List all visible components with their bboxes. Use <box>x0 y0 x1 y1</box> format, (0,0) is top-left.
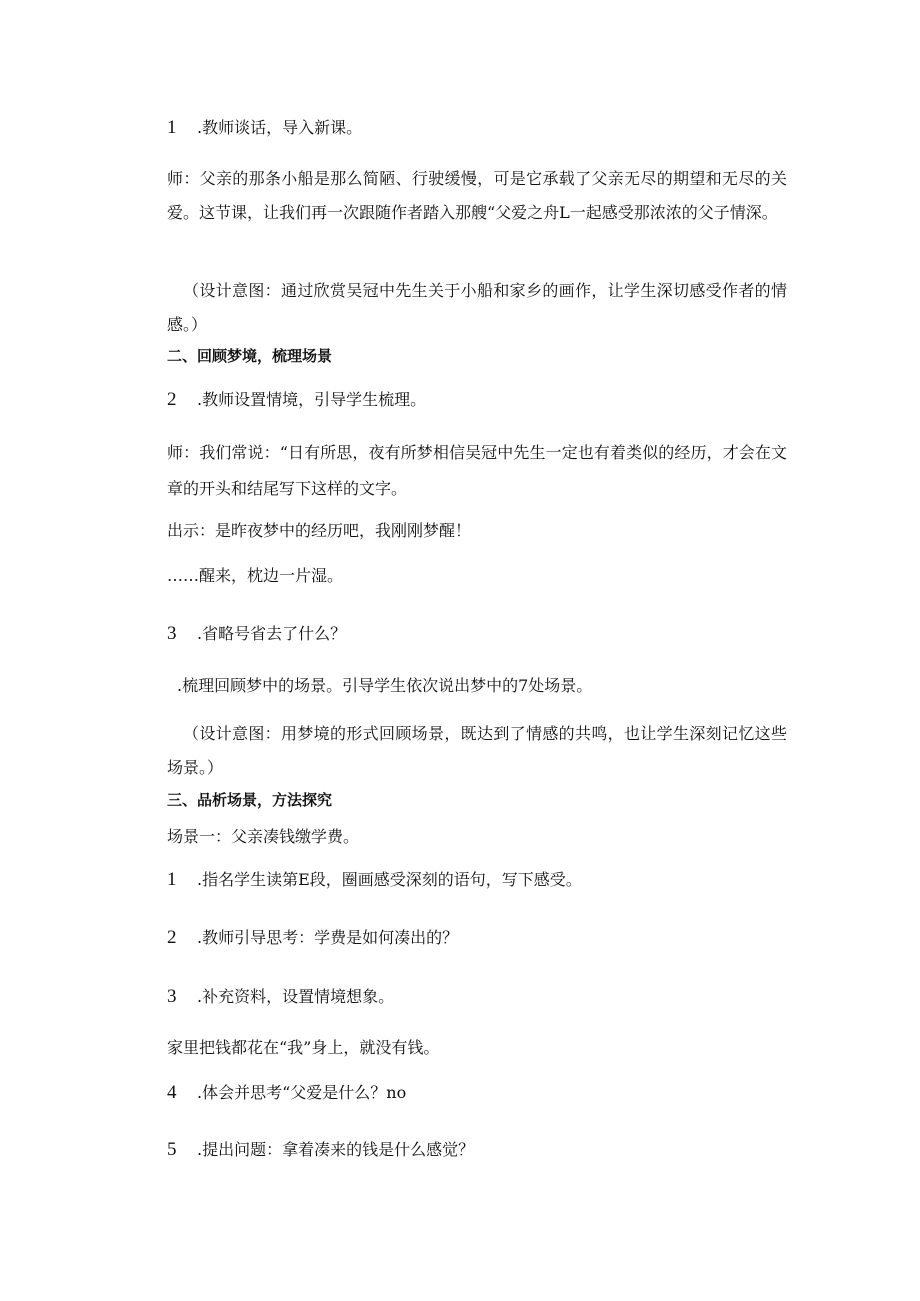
step-number: 1 <box>167 117 177 138</box>
step-text: .指名学生读第E段，圈画感受深刻的语句，写下感受。 <box>197 870 582 889</box>
design-note-1: （设计意图：通过欣赏吴冠中先生关于小船和家乡的画作，让学生深切感受作者的情感。） <box>167 281 787 334</box>
step-1-intro <box>167 118 362 138</box>
quote-line-1: 出示：是昨夜梦中的经历吧，我刚刚梦醒！ <box>167 521 472 540</box>
teacher-speech-2: 师：我们常说：“日有所思，夜有所梦相信吴冠中先生一定也有着类似的经历，才会在文章的开头和结尾写下这样的文字。 <box>167 443 787 498</box>
step-number: 5 <box>167 1139 177 1160</box>
task-5 <box>167 1140 474 1160</box>
scene-1-title: 场景一：父亲凑钱缴学费。 <box>167 827 360 846</box>
task-4 <box>167 1083 406 1103</box>
section-heading-2: 二、回顾梦境，梳理场景 <box>167 347 333 365</box>
teacher-speech-1: 师：父亲的那条小船是那么简陋、行驶缓慢，可是它承载了父亲无尽的期望和无尽的关爱。这节课，让我们再一次跟随作者踏入那艘“父爱之舟L一起感受那浓浓的父子情深。 <box>167 169 787 222</box>
step-text: .省略号省去了什么？ <box>197 624 347 643</box>
step-2-scenario <box>167 390 426 410</box>
task-1 <box>167 870 582 890</box>
step-number: 3 <box>167 986 177 1007</box>
step-text: .提出问题：拿着凑来的钱是什么感觉？ <box>197 1140 475 1159</box>
design-note-2: （设计意图：用梦境的形式回顾场景，既达到了情感的共鸣，也让学生深刻记忆这些场景。） <box>167 724 787 777</box>
step-text: .体会并思考“父爱是什么？no <box>197 1083 407 1102</box>
step-4-review: .梳理回顾梦中的场景。引导学生依次说出梦中的7处场景。 <box>177 676 593 695</box>
step-number: 3 <box>167 623 177 644</box>
section-heading-3: 三、品析场景，方法探究 <box>167 791 333 809</box>
step-text: .教师谈话，导入新课。 <box>197 118 363 137</box>
family-money-note: 家里把钱都花在“我”身上，就没有钱。 <box>167 1038 440 1057</box>
step-text: .教师引导思考：学费是如何凑出的？ <box>197 928 459 947</box>
task-3 <box>167 987 394 1007</box>
step-number: 1 <box>167 869 177 890</box>
step-number: 2 <box>167 389 177 410</box>
step-text: .补充资料，设置情境想象。 <box>197 987 395 1006</box>
quote-line-2: ……醒来，枕边一片湿。 <box>167 566 344 585</box>
task-2 <box>167 928 458 948</box>
step-text: .教师设置情境，引导学生梳理。 <box>197 390 427 409</box>
step-number: 4 <box>167 1082 177 1103</box>
step-number: 2 <box>167 927 177 948</box>
step-3-question <box>167 624 346 644</box>
